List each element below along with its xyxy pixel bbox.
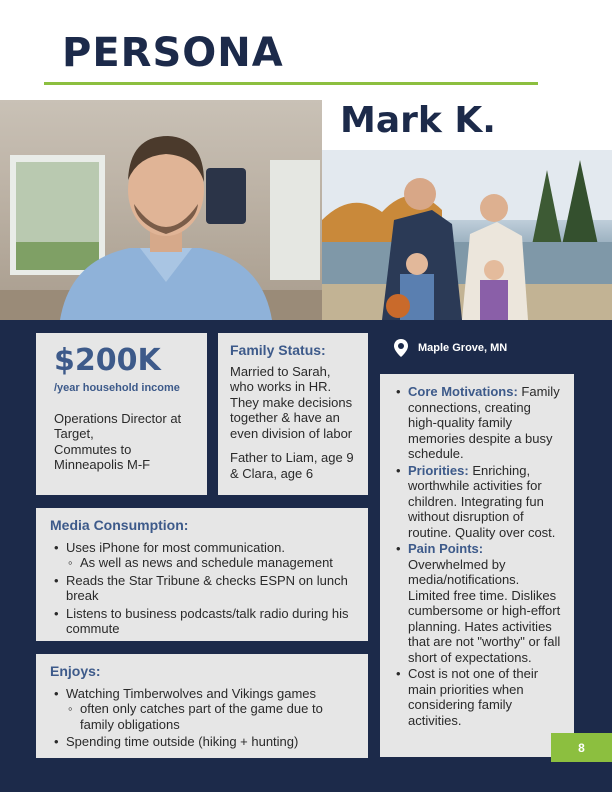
media-consumption-card [36,508,368,641]
list-item [392,463,562,541]
income-card [36,333,207,495]
list-subitem: ◦ As well as news and schedule management [66,555,354,571]
location-label: Maple Grove, MN [418,342,508,354]
income-caption: /year household income [54,382,180,394]
family-status-heading: Family Status: [230,342,326,358]
list-item: • Cost is not one of their main priorities when considering family activities. [392,666,562,728]
persona-portrait-photo [0,100,322,320]
motivations-text: Family connections, creating high-quality family memories despite a busy schedule. [408,384,560,461]
commute-info: Commutes to Minneapolis M-F [54,441,151,472]
list-item [392,541,562,665]
list-item [392,384,562,462]
page-title: PERSONA [62,30,284,76]
list-item: • Listens to business podcasts/talk radio during his commute [50,606,354,637]
traits-list [392,384,562,728]
enjoys-list [50,686,354,750]
priorities-label: Priorities: [408,462,469,478]
list-subitem: ◦ often only catches part of the game due to family obligations [66,701,354,732]
map-pin-icon [394,339,408,357]
income-amount: $200K [54,343,161,378]
media-list [50,540,354,637]
list-item: • Uses iPhone for most communication. ◦ As well as news and schedule management [50,540,354,571]
marriage-info: Married to Sarah, who works in HR. They make decisions together & have an even division of labor [230,363,353,441]
media-heading: Media Consumption: [50,517,189,533]
location [394,339,507,357]
list-item: • Reads the Star Tribune & checks ESPN on lunch break [50,573,354,604]
motivations-card [380,374,574,757]
list-item: • Spending time outside (hiking + hunting) [50,734,354,750]
pain-points-label: Pain Points: [408,541,484,556]
priorities-text: Enriching, worthwhile activities for children. Integrating fun without disruption of routine. Quality over cost. [408,462,556,540]
persona-name: Mark K. [340,100,496,141]
pain-points-text: Overwhelmed by media/notifications. Limited free time. Dislikes cumbersome or high-effort planning. Hates activities that are not "worthy" or fall short of expectations. [408,556,561,665]
job-title: Operations Director at Target, [54,410,182,441]
page-number: 8 [551,733,612,762]
enjoys-heading: Enjoys: [50,663,101,679]
motivations-label: Core Motivations: [408,384,518,399]
list-item: • Watching Timberwolves and Vikings games ◦ often only catches part of the game due to family obligations [50,686,354,733]
children-info: Father to Liam, age 9 & Clara, age 6 [230,450,354,481]
family-status-card [218,333,368,495]
title-underline [44,82,538,85]
family-photo [322,150,612,320]
enjoys-card [36,654,368,758]
